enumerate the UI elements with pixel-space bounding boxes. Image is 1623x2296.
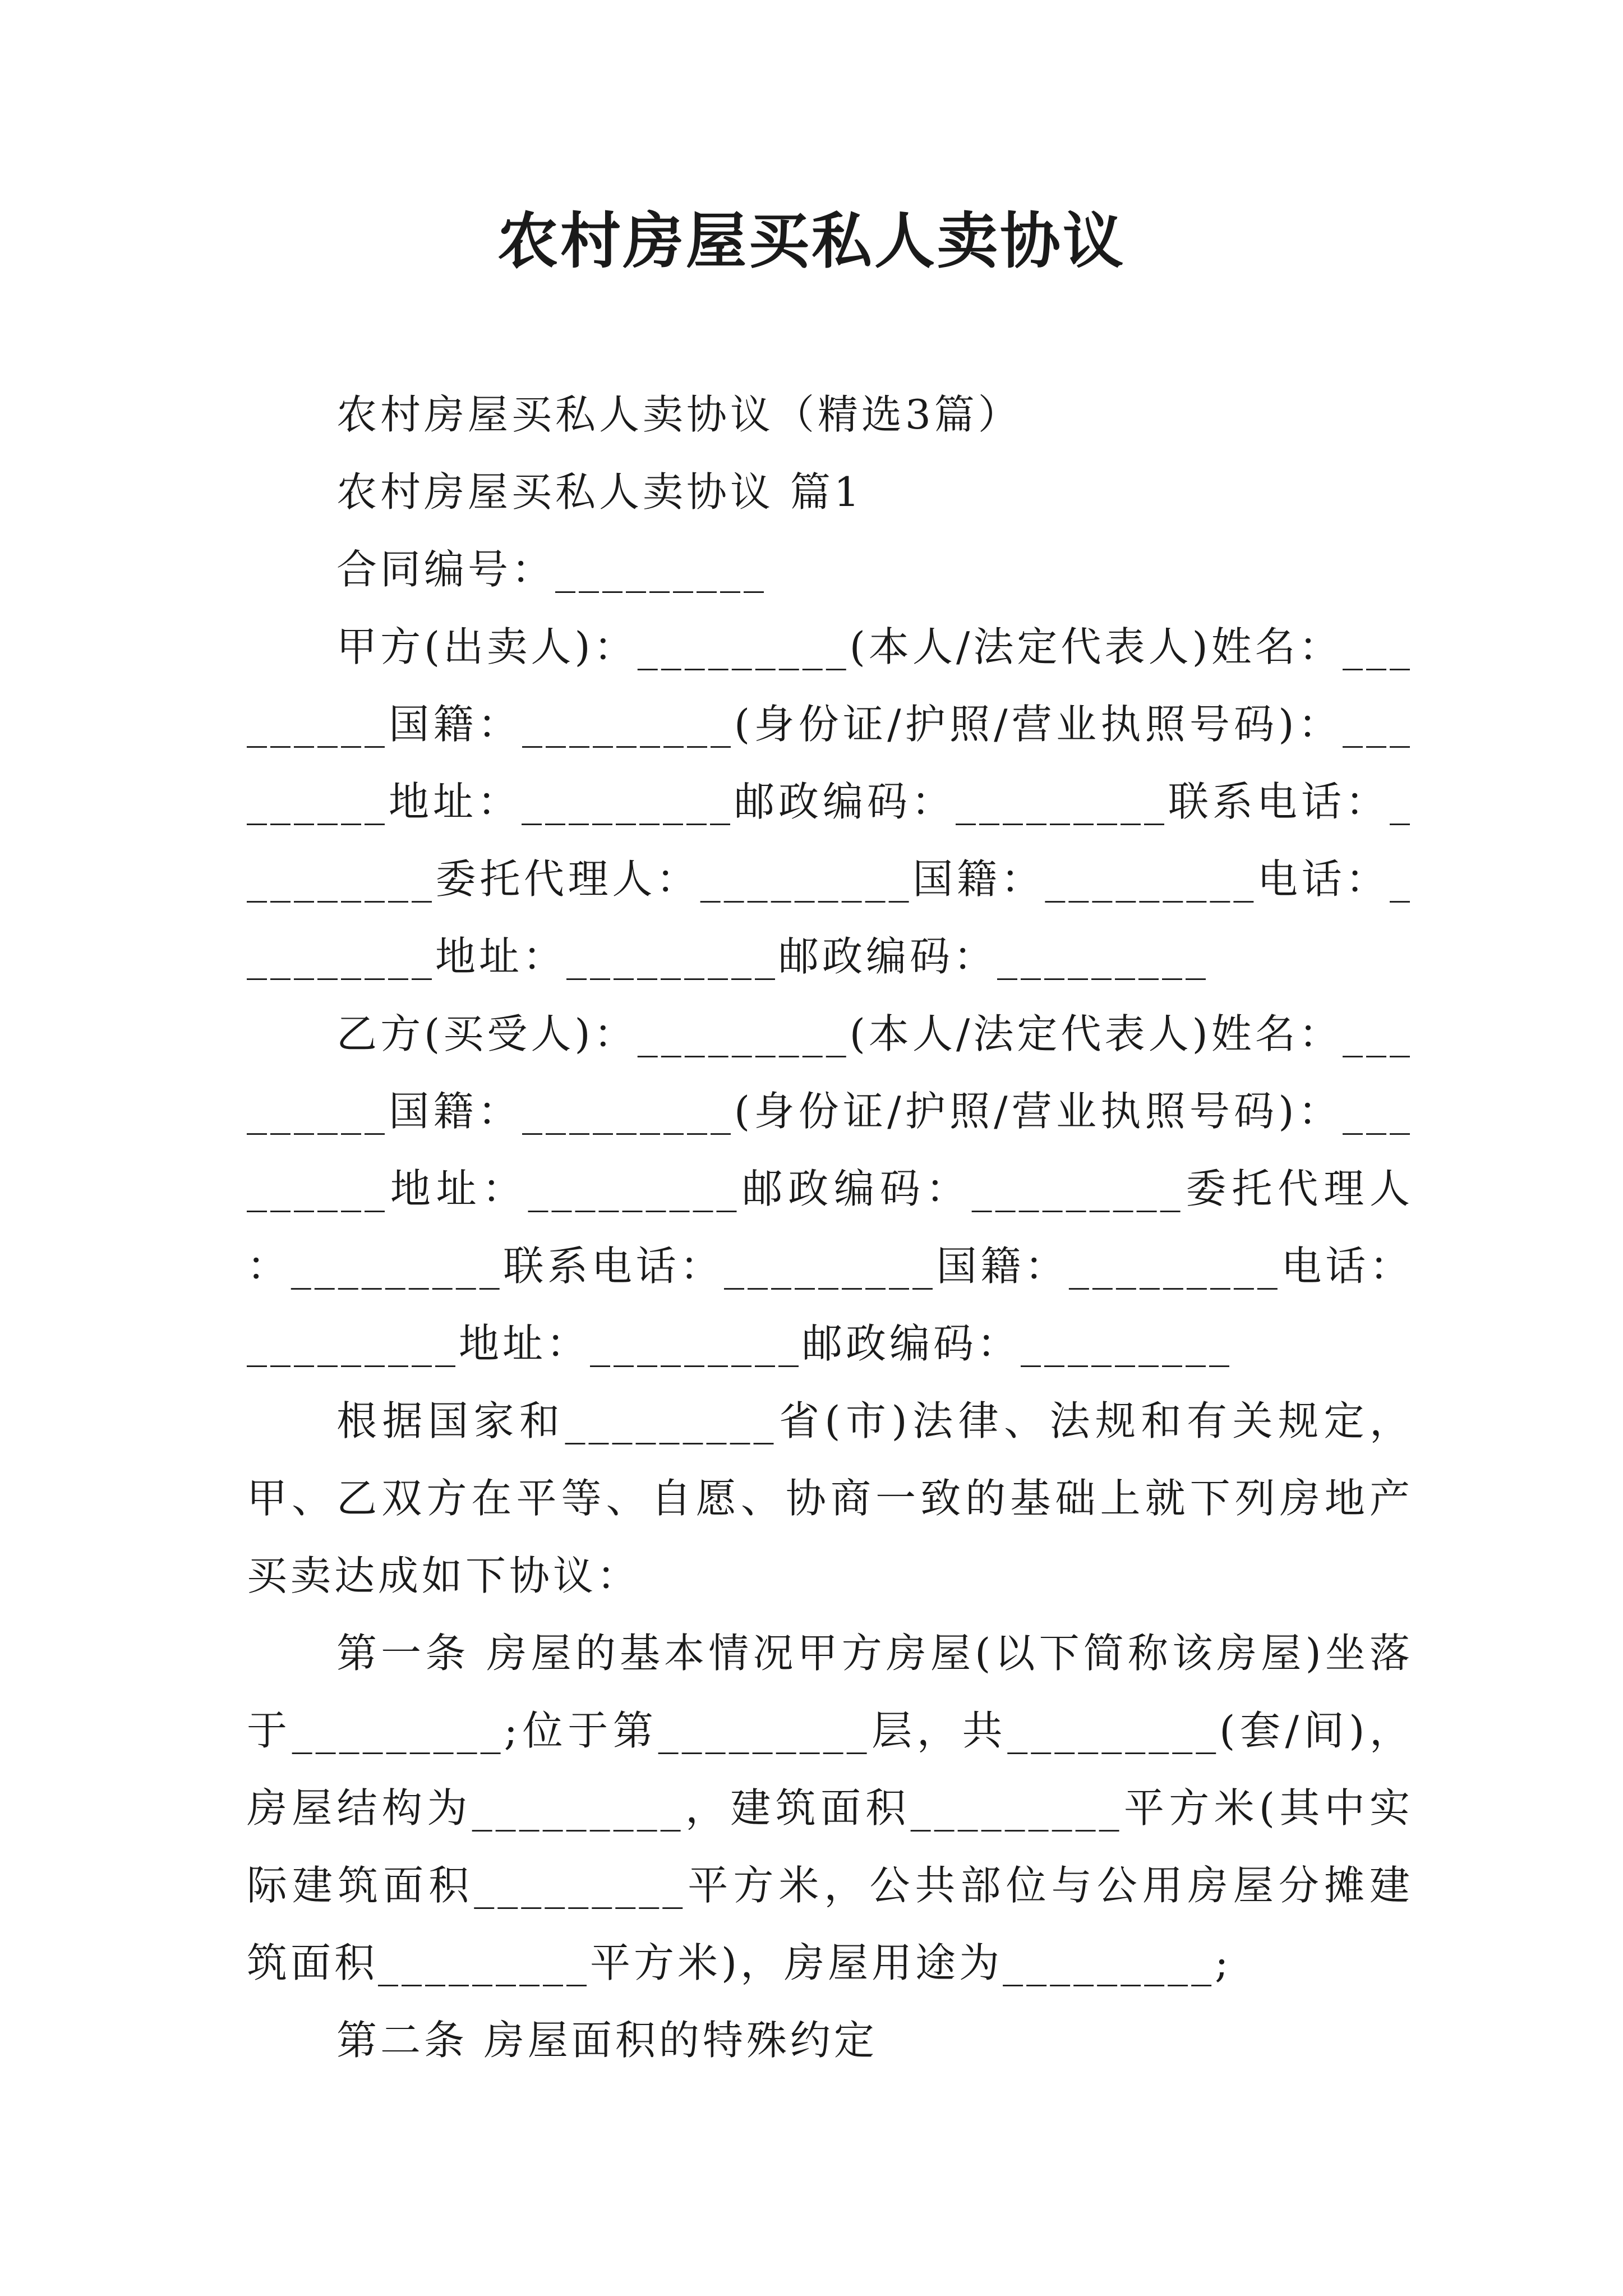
document-body — [247, 376, 1413, 2079]
paragraph-article-1: 第一条 房屋的基本情况甲方房屋(以下简称该房屋)坐落于_________;位于第_________层，共_________(套/间)，房屋结构为_________，建筑面积_________平方米(其中实际建筑面积_________平方米，公共部位与公用房屋分摊建筑面积_________平方米)，房屋用途为_________; — [247, 1630, 1413, 1986]
paragraph-section-heading: 农村房屋买私人卖协议 篇1 — [336, 468, 863, 516]
paragraph-party-b: 乙方(买受人)：_________(本人/法定代表人)姓名：_________国籍：_________(身份证/护照/营业执照号码)：_________地址：_________邮政编码：_________委托代理人：_________联系电话：_________国籍：_________电话：_________地址：_________邮政编码：_________ — [247, 1010, 1413, 1367]
paragraph-contract-number: 合同编号：_________ — [336, 546, 768, 593]
paragraph-article-2: 第二条 房屋面积的特殊约定 — [336, 2017, 878, 2064]
document-title: 农村房屋买私人卖协议 — [497, 206, 1126, 277]
paragraph-party-a: 甲方(出卖人)：_________(本人/法定代表人)姓名：_________国籍：_________(身份证/护照/营业执照号码)：_________地址：_________邮政编码：_________联系电话：_________委托代理人：_________国籍：_________电话：_________地址：_________邮政编码：_________ — [247, 623, 1413, 980]
paragraph-collection-heading: 农村房屋买私人卖协议（精选3篇） — [336, 391, 1022, 438]
paragraph-preamble: 根据国家和_________省(市)法律、法规和有关规定，甲、乙双方在平等、自愿、协商一致的基础上就下列房地产买卖达成如下协议： — [247, 1397, 1413, 1599]
